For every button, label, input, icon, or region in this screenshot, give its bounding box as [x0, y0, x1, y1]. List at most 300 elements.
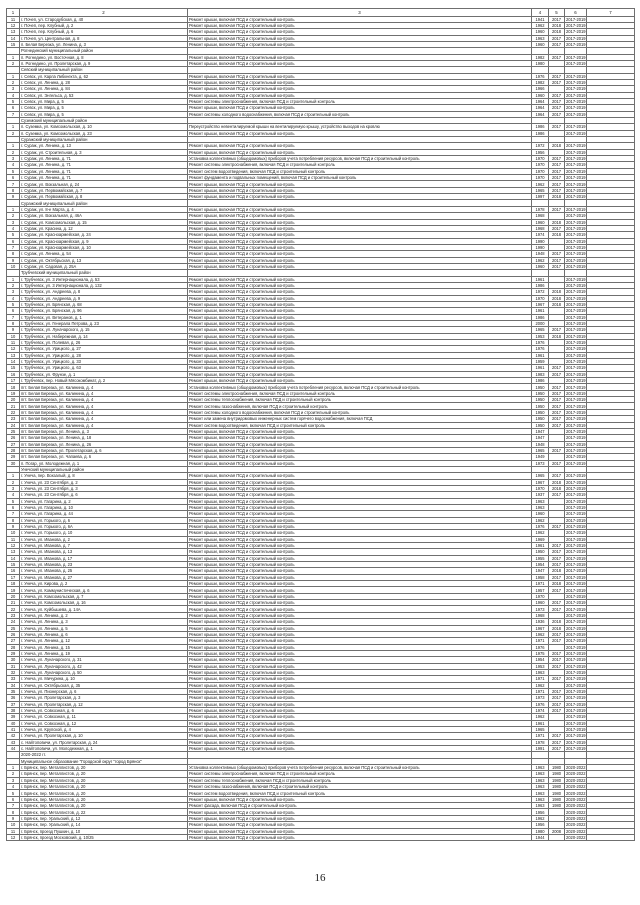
row-index-cell: 7 — [7, 803, 20, 809]
row-index-cell: 13 — [7, 29, 20, 35]
last-repair-year-cell: 2017 — [549, 79, 565, 85]
planned-period-cell: 2017-2019 — [566, 612, 586, 618]
built-year-cell: 1961 — [532, 352, 549, 358]
built-year-cell: 1963 — [532, 504, 549, 510]
row-index-cell: 22 — [7, 606, 20, 612]
address-cell: г. Унеча, ул. Гагарина, д. 10 — [20, 504, 188, 510]
row-index-cell: 38 — [7, 707, 20, 713]
planned-period-cell: 2017-2019 — [566, 536, 586, 542]
work-type-cell: Ремонт крыши, включая ПСД и строительный контроль — [188, 612, 532, 618]
last-repair-year-cell: 2017 — [549, 549, 565, 555]
planned-period-cell: 2017-2019 — [566, 530, 586, 536]
work-type-cell: Ремонт фундамента и подвальных помещений, включая ПСД и строительный контроль — [188, 175, 532, 181]
address-cell: пгт. Белая Березка, ул. Калинина, д. 4 — [20, 403, 188, 409]
address-cell: пгт. Белая Березка, ул. Калинина, д. 4 — [20, 384, 188, 390]
planned-period-cell: 2017-2019 — [566, 35, 586, 41]
built-year-cell: 1971 — [532, 676, 549, 682]
row-index-cell: 2 — [7, 771, 20, 777]
built-year-cell: 1986 — [532, 130, 549, 136]
built-year-cell: 1960 — [532, 600, 549, 606]
row-index-cell: 15 — [7, 41, 20, 47]
row-index-cell: 13 — [7, 352, 20, 358]
row-index-cell: 8 — [7, 517, 20, 523]
built-year-cell: 1971 — [532, 638, 549, 644]
built-year-cell: 1965 — [532, 447, 549, 453]
address-cell: г. Брянск, пер. Уральский, д. 12 — [20, 815, 188, 821]
built-year-cell: 1962 — [532, 815, 549, 821]
built-year-cell: 1963 — [532, 796, 549, 802]
work-type-cell: Ремонт крыши, включая ПСД и строительный контроль — [188, 619, 532, 625]
built-year-cell: 1962 — [532, 682, 549, 688]
row-index-cell: 23 — [7, 416, 20, 422]
address-cell: г. Унеча, ул. Совхозная, д. 6 — [20, 707, 188, 713]
work-type-cell: Ремонт систем водоотведения, включая ПСД и строительный контроль — [188, 422, 532, 428]
work-type-cell: Ремонт систем водоотведения, включая ПСД и строительный контроль — [188, 790, 532, 796]
address-cell: г. Унеча, ул. Пионерская, д. 6 — [20, 688, 188, 694]
built-year-cell: 1976 — [532, 340, 549, 346]
built-year-cell: 1963 — [532, 784, 549, 790]
built-year-cell: 1997 — [532, 194, 549, 200]
planned-period-cell: 2017-2019 — [566, 454, 586, 460]
work-type-cell: Ремонт крыши, включая ПСД и строительный контроль — [188, 251, 532, 257]
built-year-cell: 1947 — [532, 435, 549, 441]
built-year-cell: 1971 — [532, 581, 549, 587]
work-type-cell: Ремонт крыши, включая ПСД и строительный контроль — [188, 428, 532, 434]
row-index-cell: 37 — [7, 701, 20, 707]
row-index-cell: 3 — [7, 289, 20, 295]
address-cell: г. Унеча, ул. Гагарина, д. 2 — [20, 498, 188, 504]
work-type-cell: Ремонт крыши, включая ПСД и строительный контроль — [188, 746, 532, 752]
row-index-cell: 18 — [7, 581, 20, 587]
column-number-cell: 6 — [565, 9, 587, 17]
row-index-cell: 9 — [7, 524, 20, 530]
row-index-cell: 6 — [7, 238, 20, 244]
built-year-cell: 1983 — [532, 371, 549, 377]
built-year-cell: 1972 — [532, 143, 549, 149]
built-year-cell: 1991 — [532, 746, 549, 752]
address-cell: пгт. Белая Березка, ул. Калинина, д. 4 — [20, 422, 188, 428]
built-year-cell: 1960 — [532, 263, 549, 269]
section-title: Суражский муниципальный район — [20, 200, 188, 206]
address-cell: г. Унеча, ул. Иванова, д. 13 — [20, 549, 188, 555]
row-index-cell: 17 — [7, 574, 20, 580]
built-year-cell: 1958 — [532, 574, 549, 580]
address-cell: г. Унеча, ул. Крупской, д. 4 — [20, 727, 188, 733]
work-type-cell: Ремонт крыши, включая ПСД и строительный контроль — [188, 181, 532, 187]
row-index-cell: 28 — [7, 447, 20, 453]
address-cell: г. Почеп, ул. Стародубская, д. 40 — [20, 16, 188, 22]
planned-period-cell: 2017-2019 — [566, 638, 586, 644]
address-cell: г. Сураж, ул. Красноармейская, д. 24 — [20, 232, 188, 238]
work-type-cell: Ремонт крыши, включая ПСД и строительный контроль — [188, 263, 532, 269]
planned-period-cell: 2017-2019 — [566, 441, 586, 447]
row-index-cell: 14 — [7, 555, 20, 561]
last-repair-year-cell: 2017 — [549, 263, 565, 269]
built-year-cell: 1961 — [532, 720, 549, 726]
last-repair-year-cell: 2017 — [549, 16, 565, 22]
planned-period-cell: 2017-2019 — [566, 308, 586, 314]
built-year-cell: 1956 — [532, 822, 549, 828]
work-type-cell: Ремонт крыши, включая ПСД и строительный контроль — [188, 536, 532, 542]
last-repair-year-cell: 2018 — [549, 581, 565, 587]
work-type-cell: Ремонт крыши, включая ПСД и строительный контроль — [188, 834, 532, 840]
row-index-cell: 23 — [7, 612, 20, 618]
row-index-cell: 1 — [7, 73, 20, 79]
last-repair-year-cell: 2017 — [549, 587, 565, 593]
row-index-cell: 1 — [7, 473, 20, 479]
address-cell: г. Унеча, ул. Иванова, д. 27 — [20, 574, 188, 580]
last-repair-year-cell: 2017 — [549, 257, 565, 263]
row-index-cell: 2 — [7, 149, 20, 155]
row-index-cell: 18 — [7, 384, 20, 390]
address-cell: г. Севск, ул. Мира, д. 5 — [20, 105, 188, 111]
built-year-cell: 1962 — [532, 530, 549, 536]
work-type-cell: Ремонт крыши, включая ПСД и строительный контроль — [188, 219, 532, 225]
work-type-cell: Ремонт системы электроснабжения, включая ПСД и строительный контроль — [188, 390, 532, 396]
planned-period-cell: 2017-2019 — [566, 263, 586, 269]
address-cell: г. Сураж, ул. Садовая, д. 25А — [20, 263, 188, 269]
planned-period-cell: 2017-2019 — [566, 365, 586, 371]
address-cell: г. Сураж, ул. 8-е Марта, д. 4 — [20, 206, 188, 212]
work-type-cell: Ремонт системы холодного водоснабжения, включая ПСД и строительный контроль — [188, 111, 532, 117]
address-cell: г. Унеча, ул. Ленина, д. 2 — [20, 612, 188, 618]
address-cell: г. Унеча, ул. Горького, д. 6А — [20, 524, 188, 530]
built-year-cell: 1956 — [532, 149, 549, 155]
work-type-cell: Ремонт системы холодного водоснабжения, включая ПСД и строительный контроль — [188, 409, 532, 415]
planned-period-cell: 2017-2019 — [566, 682, 586, 688]
work-type-cell: Ремонт крыши, включая ПСД и строительный контроль — [188, 346, 532, 352]
work-type-cell: Ремонт крыши, включая ПСД и строительный контроль — [188, 314, 532, 320]
last-repair-year-cell: 1980 — [549, 765, 565, 771]
planned-period-cell: 2017-2019 — [566, 92, 586, 98]
last-repair-year-cell: 2017 — [549, 35, 565, 41]
built-year-cell: 1937 — [532, 492, 549, 498]
address-cell: г. Унеча, пер. Вокзалый, д. 8 — [20, 473, 188, 479]
planned-period-cell: 2020-2022 — [566, 796, 586, 802]
last-repair-year-cell: 2018 — [549, 143, 565, 149]
row-index-cell: 8 — [7, 187, 20, 193]
planned-period-cell: 2017-2019 — [566, 130, 586, 136]
work-type-cell: Ремонт крыши, включая ПСД и строительный контроль — [188, 473, 532, 479]
planned-period-cell: 2017-2019 — [566, 232, 586, 238]
address-cell: г. Трубчевск, ул. Генерала Петрова, д. 23 — [20, 321, 188, 327]
row-index-cell: 10 — [7, 530, 20, 536]
built-year-cell: 1944 — [532, 834, 549, 840]
planned-period-cell: 2017-2019 — [566, 54, 586, 60]
work-type-cell: Ремонт крыши, включая ПСД и строительный контроль — [188, 701, 532, 707]
address-cell: г. Брянск, пер. Металлистов, д. 20 — [20, 790, 188, 796]
address-cell: г. Брянск, пер. Металлистов, д. 20 — [20, 777, 188, 783]
address-cell: г. Почеп, пер. Клубный, д. 6 — [20, 29, 188, 35]
address-cell: г. Трубчевск, ул. Полевая, д. 26 — [20, 340, 188, 346]
work-type-cell: Ремонт систем водоотведения, включая ПСД и строительный контроль — [188, 168, 532, 174]
last-repair-year-cell: 2018 — [549, 619, 565, 625]
address-cell: пгт. Белая Березка, ул. Калинина, д. 4 — [20, 397, 188, 403]
built-year-cell: 1963 — [532, 803, 549, 809]
address-cell: г. Сураж, ул. Ленина, д. 71 — [20, 175, 188, 181]
address-cell: г. Унеча, ул. Ленина, д. 3 — [20, 619, 188, 625]
built-year-cell: 1965 — [532, 473, 549, 479]
address-cell: г. Брянск, пер. Металлистов, д. 20 — [20, 784, 188, 790]
planned-period-cell: 2017-2019 — [566, 663, 586, 669]
work-type-cell: Ремонт крыши, включая ПСД и строительный контроль — [188, 22, 532, 28]
built-year-cell: 1960 — [532, 41, 549, 47]
built-year-cell: 1964 — [532, 98, 549, 104]
address-cell: г. Трубчевск, ул. Брянская, д. 68 — [20, 301, 188, 307]
section-title: Суземский муниципальный район — [20, 118, 188, 124]
planned-period-cell: 2017-2019 — [566, 327, 586, 333]
row-index-cell: 6 — [7, 504, 20, 510]
work-type-cell: Ремонт крыши, включая ПСД и строительный контроль — [188, 327, 532, 333]
row-index-cell: 9 — [7, 815, 20, 821]
last-repair-year-cell: 2017 — [549, 447, 565, 453]
row-index-cell: 2 — [7, 479, 20, 485]
planned-period-cell: 2017-2019 — [566, 29, 586, 35]
built-year-cell: 1962 — [532, 517, 549, 523]
work-type-cell: Установка коллективных (общедомовых) приборов учета потребления ресурсов, включая ПСД и строительный контроль — [188, 156, 532, 162]
work-type-cell: Установка коллективных (общедомовых) приборов учета потребления ресурсов, включая ПСД и строительный контроль — [188, 765, 532, 771]
address-cell: г. Брянск, пер. Металлистов, д. 20 — [20, 803, 188, 809]
planned-period-cell: 2017-2019 — [566, 321, 586, 327]
work-type-cell: Ремонт крыши, включая ПСД и строительный контроль — [188, 650, 532, 656]
row-index-cell: 9 — [7, 257, 20, 263]
planned-period-cell: 2017-2019 — [566, 492, 586, 498]
address-cell: г. Унеча, ул. Куйбышева, д. 14А — [20, 606, 188, 612]
last-repair-year-cell: 2017 — [549, 390, 565, 396]
work-type-cell: Ремонт крыши, включая ПСД и строительный контроль — [188, 549, 532, 555]
row-index-cell: 3 — [7, 485, 20, 491]
address-cell: г. Унеча, ул. Кирова, д. 2 — [20, 581, 188, 587]
last-repair-year-cell: 2017 — [549, 181, 565, 187]
last-repair-year-cell: 2017 — [549, 492, 565, 498]
row-index-cell: 5 — [7, 301, 20, 307]
built-year-cell: 1950 — [532, 403, 549, 409]
row-index-cell: 42 — [7, 733, 20, 739]
work-type-cell: Ремонт крыши, включая ПСД и строительный контроль — [188, 720, 532, 726]
built-year-cell: 1973 — [532, 460, 549, 466]
work-type-cell: Ремонт крыши, включая ПСД и строительный контроль — [188, 79, 532, 85]
address-cell: г. Севск, ул. Мира, д. 5 — [20, 111, 188, 117]
work-type-cell: Ремонт системы газоснабжения, включая ПСД и строительный контроль — [188, 403, 532, 409]
section-title: Севский муниципальный район — [20, 67, 188, 73]
planned-period-cell: 2017-2019 — [566, 314, 586, 320]
last-repair-year-cell: 2017 — [549, 371, 565, 377]
built-year-cell: 1962 — [532, 181, 549, 187]
column-number-row — [7, 9, 635, 17]
row-index-cell: 1 — [7, 124, 20, 130]
planned-period-cell: 2017-2019 — [566, 295, 586, 301]
last-repair-year-cell: 2018 — [549, 333, 565, 339]
planned-period-cell: 2017-2019 — [566, 676, 586, 682]
section-title: 2020-2022 гг. — [20, 752, 188, 758]
built-year-cell: 1964 — [532, 105, 549, 111]
address-cell: г. Севск, ул. Ленина, д. 28 — [20, 79, 188, 85]
planned-period-cell: 2017-2019 — [566, 124, 586, 130]
work-type-cell: Ремонт крыши, включая ПСД и строительный контроль — [188, 727, 532, 733]
work-type-cell: Ремонт крыши, включая ПСД и строительный контроль — [188, 244, 532, 250]
planned-period-cell: 2017-2019 — [566, 60, 586, 66]
row-index-cell: 4 — [7, 295, 20, 301]
row-index-cell: 17 — [7, 378, 20, 384]
planned-period-cell: 2020-2022 — [566, 765, 586, 771]
planned-period-cell: 2017-2019 — [566, 739, 586, 745]
last-repair-year-cell: 2017 — [549, 73, 565, 79]
built-year-cell: 1963 — [532, 35, 549, 41]
planned-period-cell: 2017-2019 — [566, 257, 586, 263]
last-repair-year-cell: 1980 — [549, 803, 565, 809]
last-repair-year-cell: 2017 — [549, 111, 565, 117]
row-index-cell: 11 — [7, 340, 20, 346]
work-type-cell: Ремонт системы электроснабжения, включая ПСД и строительный контроль — [188, 771, 532, 777]
row-index-cell: 4 — [7, 92, 20, 98]
work-type-cell: Ремонт крыши, включая ПСД и строительный контроль — [188, 625, 532, 631]
address-cell: г. Брянск, пер. Металлистов, д. 20 — [20, 796, 188, 802]
address-cell: пгт. Белая Березка, ул. Калинина, д. 4 — [20, 409, 188, 415]
row-index-cell: 10 — [7, 333, 20, 339]
section-title: Суражский муниципальный район — [20, 137, 188, 143]
built-year-cell: 1967 — [532, 301, 549, 307]
built-year-cell: 1978 — [532, 739, 549, 745]
planned-period-cell: 2017-2019 — [566, 447, 586, 453]
planned-period-cell: 2017-2019 — [566, 644, 586, 650]
address-cell: г. Севск, ул. Ленина, д. 84 — [20, 86, 188, 92]
row-index-cell: 35 — [7, 688, 20, 694]
built-year-cell: 1965 — [532, 327, 549, 333]
last-repair-year-cell: 1980 — [549, 771, 565, 777]
row-index-cell: 16 — [7, 568, 20, 574]
address-cell: с. Найтоповичи, ул. Пролетарская, д. 24 — [20, 739, 188, 745]
row-index-cell: 25 — [7, 428, 20, 434]
work-type-cell: Ремонт крыши, включая ПСД и строительный контроль — [188, 257, 532, 263]
work-type-cell: Ремонт крыши, включая ПСД и строительный контроль — [188, 479, 532, 485]
work-type-cell: Ремонт крыши, включая ПСД и строительный контроль — [188, 822, 532, 828]
address-cell: г. Унеча, ул. Иванова, д. 7 — [20, 543, 188, 549]
planned-period-cell: 2017-2019 — [566, 600, 586, 606]
address-cell: г. Унеча, ул. Совхозная, д. 12 — [20, 720, 188, 726]
planned-period-cell: 2017-2019 — [566, 238, 586, 244]
planned-period-cell: 2017-2019 — [566, 689, 586, 694]
address-cell: г. Сураж, ул. Октябрьская, д. 13 — [20, 257, 188, 263]
row-index-cell: 2 — [7, 282, 20, 288]
work-type-cell: Ремонт крыши, включая ПСД и строительный контроль — [188, 60, 532, 66]
work-type-cell: Ремонт крыши, включая ПСД и строительный контроль — [188, 238, 532, 244]
address-cell: г. Трубчевск, ул. Урицкого, д. 27 — [20, 346, 188, 352]
address-cell: г. Унеча, ул. Гагарина, д. 44 — [20, 511, 188, 517]
planned-period-cell: 2020-2022 — [566, 828, 586, 834]
built-year-cell: 1950 — [532, 397, 549, 403]
work-type-cell: Ремонт крыши, включая ПСД и строительный контроль — [188, 714, 532, 720]
planned-period-cell: 2017-2019 — [566, 403, 586, 409]
address-cell: г. Трубчевск, ул. Луначарского, д. 15 — [20, 327, 188, 333]
built-year-cell: 1963 — [532, 777, 549, 783]
planned-period-cell: 2017-2019 — [566, 517, 586, 523]
built-year-cell: 1971 — [532, 733, 549, 739]
address-cell: г. Сураж, ул. Ленина, д. 71 — [20, 168, 188, 174]
row-index-cell: 12 — [7, 22, 20, 28]
built-year-cell: 1968 — [532, 612, 549, 618]
address-cell: г. Унеча, ул. Ленина, д. 6 — [20, 631, 188, 637]
address-cell: пгт. Белая Березка, ул. Калинина, д. 4 — [20, 416, 188, 422]
built-year-cell: 1960 — [532, 29, 549, 35]
row-index-cell: 11 — [7, 16, 20, 22]
address-cell: г. Унеча, ул. Луначарского, д. 50 — [20, 669, 188, 675]
work-type-cell: Ремонт крыши, включая ПСД и строительный контроль — [188, 504, 532, 510]
work-type-cell: Ремонт крыши, включая ПСД и строительный контроль — [188, 435, 532, 441]
planned-period-cell: 2017-2019 — [566, 422, 586, 428]
row-index-cell: 2 — [7, 130, 20, 136]
work-type-cell: Ремонт фасада, включая ПСД и строительный контроль — [188, 803, 532, 809]
work-type-cell: Ремонт крыши, включая ПСД и строительный контроль — [188, 352, 532, 358]
built-year-cell: 1962 — [532, 22, 549, 28]
work-type-cell: Ремонт крыши, включая ПСД и строительный контроль — [188, 35, 532, 41]
last-repair-year-cell: 2017 — [549, 707, 565, 713]
built-year-cell: 1950 — [532, 384, 549, 390]
work-type-cell: Ремонт крыши, включая ПСД и строительный контроль — [188, 600, 532, 606]
row-index-cell: 29 — [7, 650, 20, 656]
work-type-cell: Ремонт крыши, включая ПСД и строительный контроль — [188, 631, 532, 637]
work-type-cell: Ремонт крыши, включая ПСД и строительный контроль — [188, 365, 532, 371]
planned-period-cell: 2017-2019 — [566, 708, 586, 714]
built-year-cell: 1960 — [532, 219, 549, 225]
planned-period-cell: 2017-2019 — [566, 549, 586, 555]
row-index-cell: 20 — [7, 397, 20, 403]
built-year-cell: 1961 — [532, 276, 549, 282]
last-repair-year-cell: 1980 — [549, 796, 565, 802]
row-index-cell: 8 — [7, 251, 20, 257]
row-index-cell: 5 — [7, 98, 20, 104]
column-number-cell: 4 — [532, 9, 549, 17]
last-repair-year-cell: 2017 — [549, 663, 565, 669]
row-index-cell: 24 — [7, 619, 20, 625]
row-index-cell: 4 — [7, 492, 20, 498]
built-year-cell: 1986 — [532, 314, 549, 320]
built-year-cell: 1969 — [532, 536, 549, 542]
planned-period-cell: 2017-2019 — [566, 346, 586, 352]
work-type-cell: Ремонт крыши, включая ПСД и строительный контроль — [188, 581, 532, 587]
planned-period-cell: 2017-2019 — [566, 568, 586, 574]
row-index-cell: 4 — [7, 162, 20, 168]
work-type-cell: Ремонт крыши, включая ПСД и строительный контроль — [188, 213, 532, 219]
last-repair-year-cell: 2017 — [549, 695, 565, 701]
work-type-cell: Ремонт крыши, включая ПСД и строительный контроль — [188, 815, 532, 821]
row-index-cell: 7 — [7, 314, 20, 320]
address-cell: г. Трубчевск, ул. Ветеранов, д. 1 — [20, 314, 188, 320]
work-type-cell: Ремонт крыши, включая ПСД и строительный контроль — [188, 695, 532, 701]
last-repair-year-cell: 2017 — [549, 657, 565, 663]
planned-period-cell: 2017-2019 — [566, 593, 586, 599]
row-index-cell: 15 — [7, 562, 20, 568]
work-type-cell: Ремонт крыши, включая ПСД и строительный контроль — [188, 530, 532, 536]
last-repair-year-cell: 2017 — [549, 403, 565, 409]
planned-period-cell: 2020-2022 — [566, 777, 586, 783]
last-repair-year-cell: 2017 — [549, 555, 565, 561]
address-cell: г. Унеча, ул. Пролетарская, д. 10 — [20, 733, 188, 739]
work-type-cell: Ремонт крыши, включая ПСД и строительный контроль — [188, 574, 532, 580]
last-repair-year-cell: 2017 — [549, 416, 565, 422]
planned-period-cell: 2020-2022 — [566, 809, 586, 815]
work-type-cell: Ремонт крыши, включая ПСД и строительный контроль — [188, 828, 532, 834]
row-index-cell: 26 — [7, 631, 20, 637]
row-index-cell: 8 — [7, 321, 20, 327]
address-cell: г. Севск, ул. Энгельса, д. 53 — [20, 92, 188, 98]
address-cell: г. Унеча, ул. Ленина, д. 19 — [20, 650, 188, 656]
work-type-cell: Ремонт крыши, включая ПСД и строительный контроль — [188, 454, 532, 460]
built-year-cell: 1950 — [532, 409, 549, 415]
work-type-cell: Ремонт крыши, включая ПСД и строительный контроль — [188, 606, 532, 612]
planned-period-cell: 2017-2019 — [566, 187, 586, 193]
address-cell: г. Унеча, ул. Мичурина, д. 10 — [20, 676, 188, 682]
built-year-cell: 1980 — [532, 828, 549, 834]
